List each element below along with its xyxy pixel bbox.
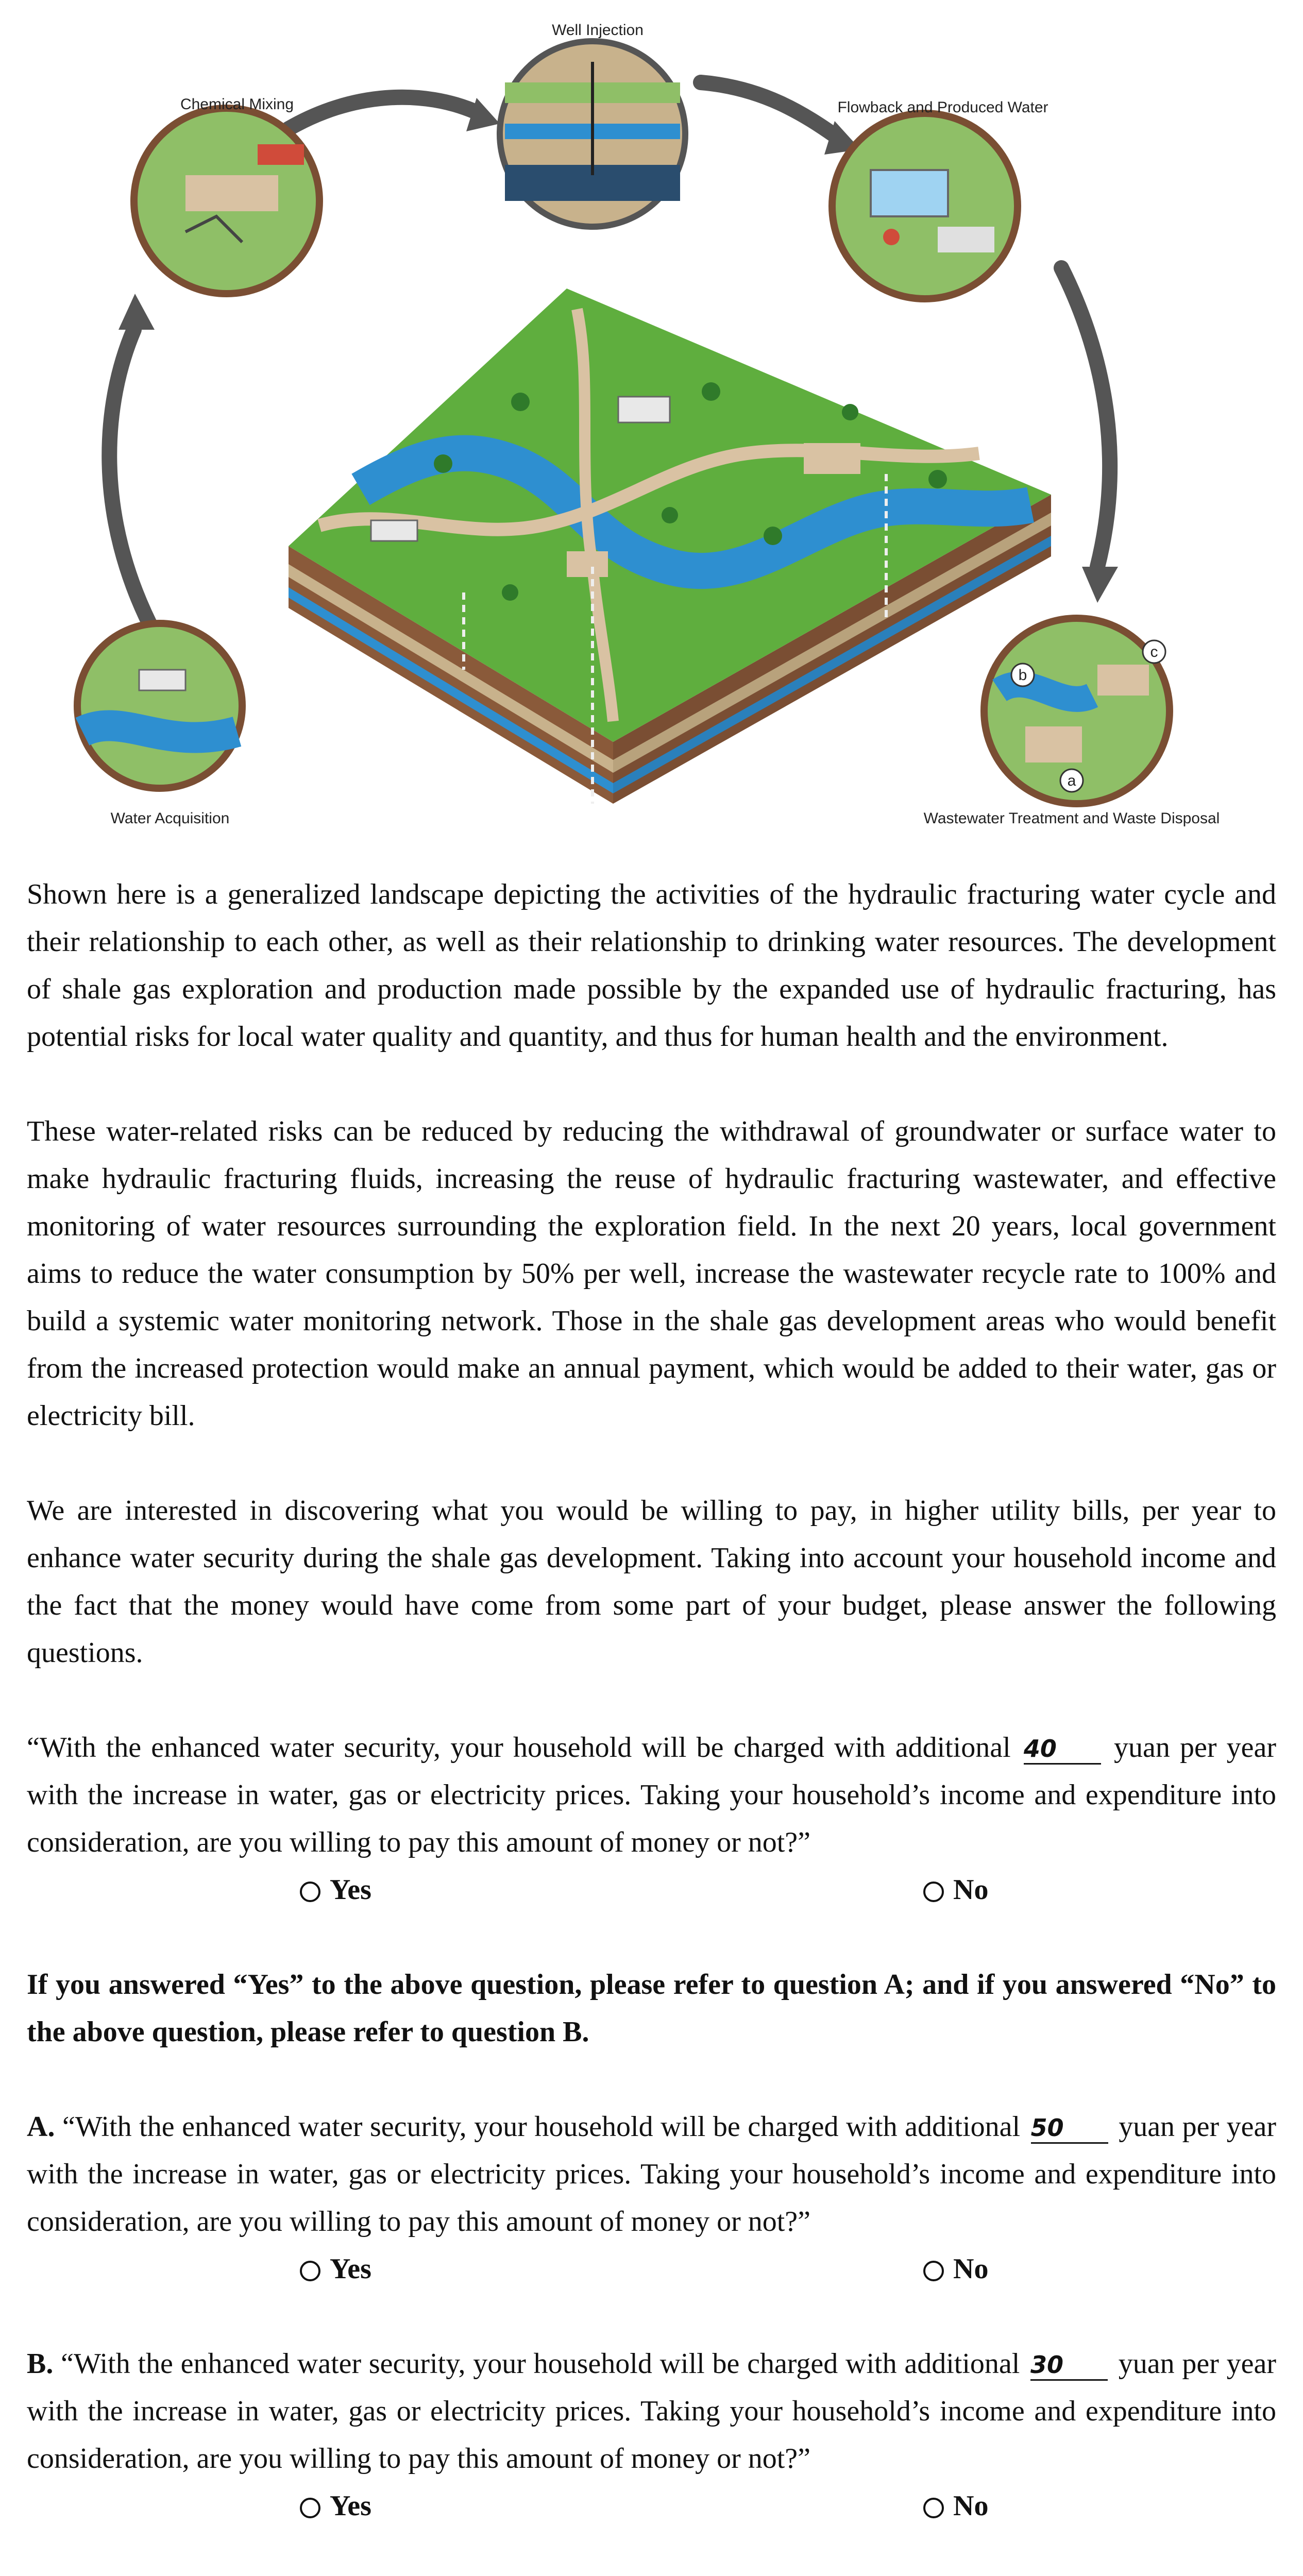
radio-icon[interactable] xyxy=(300,2498,320,2518)
landscape-block xyxy=(289,289,1051,804)
main-amount: 40 xyxy=(1024,1734,1101,1765)
question-b-choices xyxy=(27,2482,1276,2530)
radio-icon[interactable] xyxy=(923,2261,944,2281)
inset-chemical-mixing xyxy=(134,108,319,294)
hydraulic-fracturing-water-cycle-figure xyxy=(0,0,1303,845)
question-a-yes-option[interactable]: Yes xyxy=(300,2245,371,2293)
radio-icon[interactable] xyxy=(300,1882,320,1902)
main-question: “With the enhanced water security, your household will be charged with additional 40 yuan per year with the increase in water, gas or electricity prices. Taking your household’s income and expenditure into consideration, are you willing to pay this amount of money or not?” xyxy=(27,1732,1277,1858)
main-no-option[interactable]: No xyxy=(923,1866,988,1913)
label-chemical-mixing: Chemical Mixing xyxy=(180,96,294,113)
question-b-yes-option[interactable]: Yes xyxy=(300,2482,371,2530)
label-flowback: Flowback and Produced Water xyxy=(837,99,1048,116)
question-a-choices xyxy=(27,2245,1276,2293)
label-well-injection: Well Injection xyxy=(552,22,644,39)
inset-water-acquisition xyxy=(77,623,242,788)
question-b: B. “With the enhanced water security, your household will be charged with additional 30 yuan per year with the increase in water, gas or electricity prices. Taking your household’s income and expenditure into consideration, are you willing to pay this amount of money or not?” xyxy=(27,2348,1277,2475)
question-a-amount: 50 xyxy=(1031,2113,1108,2144)
intro-paragraph-2: These water-related risks can be reduced by reducing the withdrawal of groundwater or surface water to make hydraulic fracturing fluids, increasing the reuse of hydraulic fracturing wastewater, and effective monitoring of water resources surrounding the exploration field. In the next 20 years, local government aims to reduce the water consumption by 50% per well, increase the wastewater recycle rate to 100% and build a systemic water monitoring network. Those in the shale gas development areas who would benefit from the increased protection would make an annual payment, which would be added to their water, gas or electricity bill. xyxy=(27,1115,1276,1432)
inset-flowback xyxy=(832,113,1018,299)
marker-c: c xyxy=(1150,643,1158,660)
question-b-amount: 30 xyxy=(1030,2350,1108,2381)
question-a-no-option[interactable]: No xyxy=(923,2245,988,2293)
radio-icon[interactable] xyxy=(300,2261,320,2281)
intro-paragraph-1: Shown here is a generalized landscape depicting the activities of the hydraulic fracturing water cycle and their relationship to each other, as well as their relationship to drinking water resources. The development of shale gas exploration and production made possible by the expanded use of hydraulic fracturing, has potential risks for local water quality and quantity, and thus for human health and the environment. xyxy=(27,878,1276,1053)
inset-well-injection xyxy=(500,41,685,227)
main-choices xyxy=(27,1866,1276,1913)
question-b-no-option[interactable]: No xyxy=(923,2482,988,2530)
label-water-acquisition: Water Acquisition xyxy=(110,810,230,827)
intro-paragraph-3: We are interested in discovering what you would be willing to pay, in higher utility bills, per year to enhance water security during the shale gas development. Taking into account your household income and the fact that the money would have come from some part of your budget, please answer the following questions. xyxy=(27,1495,1276,1669)
survey-text xyxy=(27,871,1276,2576)
radio-icon[interactable] xyxy=(923,1882,944,1902)
marker-b: b xyxy=(1018,667,1027,684)
label-wastewater: Wastewater Treatment and Waste Disposal xyxy=(923,810,1220,827)
marker-a: a xyxy=(1067,772,1076,789)
radio-icon[interactable] xyxy=(923,2498,944,2518)
question-a: A. “With the enhanced water security, your household will be charged with additional 50 yuan per year with the increase in water, gas or electricity prices. Taking your household’s income and expenditure into consideration, are you willing to pay this amount of money or not?” xyxy=(27,2111,1277,2238)
main-yes-option[interactable]: Yes xyxy=(300,1866,371,1913)
inset-wastewater xyxy=(984,618,1170,804)
instruction: If you answered “Yes” to the above question, please refer to question A; and if you answered “No” to the above question, please refer to question B. xyxy=(27,1969,1276,2048)
